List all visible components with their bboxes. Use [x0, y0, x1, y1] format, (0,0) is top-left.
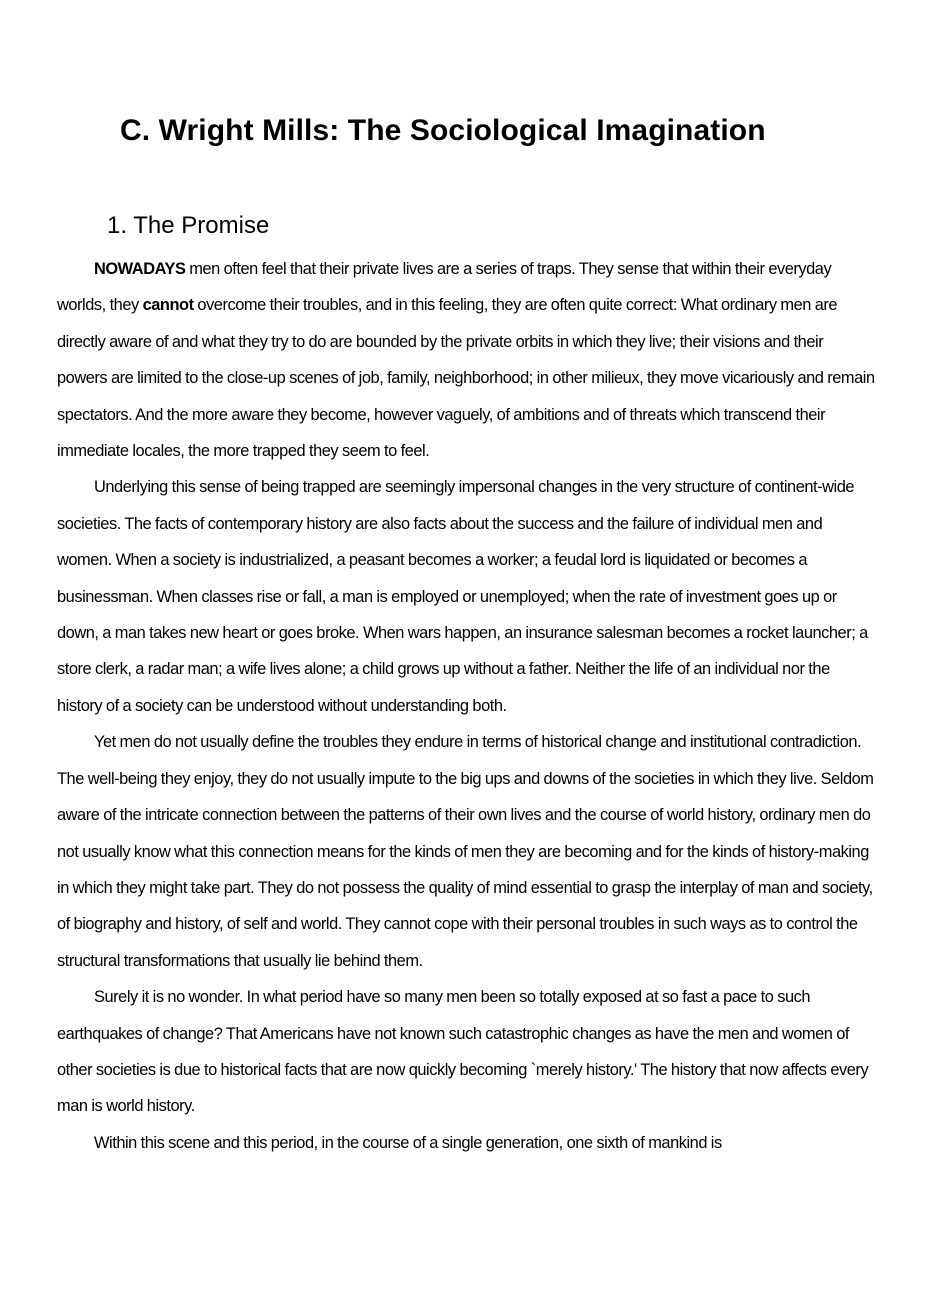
lead-word: NOWADAYS — [94, 260, 186, 278]
body-text — [57, 251, 875, 1161]
paragraph-text: men often feel that their private lives are a series of traps. They sense that within their everyday worlds, they — [57, 260, 832, 315]
document-title: C. Wright Mills: The Sociological Imagination — [120, 114, 766, 147]
paragraph-text: overcome their troubles, and in this feeling, they are often quite correct: What ordinary men are directly aware of and what they try to do are bounded by the private orbits in which they live; their visions and their powers are limited to the close-up scenes of job, family, neighborhood; in other milieux, they move vicariously and remain spectators. And the more aware they become, however vaguely, of ambitions and of threats which transcend their immediate locales, the more trapped they seem to feel. — [57, 296, 875, 461]
paragraph-5: Within this scene and this period, in the course of a single generation, one sixth of mankind is — [94, 1133, 722, 1152]
paragraph-2: Underlying this sense of being trapped are seemingly impersonal changes in the very structure of continent-wide societies. The facts of contemporary history are also facts about the success and the failure of individual men and women. When a society is industrialized, a peasant becomes a worker; a feudal lord is liquidated or becomes a businessman. When classes rise or fall, a man is employed or unemployed; when the rate of investment goes up or down, a man takes new heart or goes broke. When wars happen, an insurance salesman becomes a rocket launcher; a store clerk, a radar man; a wife lives alone; a child grows up without a father. Neither the life of an individual nor the history of a society can be understood without understanding both. — [57, 478, 868, 715]
paragraph-1 — [57, 251, 875, 469]
emphasis-word: cannot — [142, 296, 194, 315]
paragraph-4: Surely it is no wonder. In what period have so many men been so totally exposed at so fast a pace to such earthquakes of change? That Americans have not known such catastrophic changes as have the men and women of other societies is due to historical facts that are now quickly becoming `merely history.' The history that now affects every man is world history. — [57, 988, 869, 1116]
paragraph-3: Yet men do not usually define the troubles they endure in terms of historical change and institutional contradiction. The well-being they enjoy, they do not usually impute to the big ups and downs of the societies in which they live. Seldom aware of the intricate connection between the patterns of their own lives and the course of world history, ordinary men do not usually know what this connection means for the kinds of men they are becoming and for the kinds of history-making in which they might take part. They do not possess the quality of mind essential to grasp the interplay of man and society, of biography and history, of self and world. They cannot cope with their personal troubles in such ways as to control the structural transformations that usually lie behind them. — [57, 733, 874, 970]
section-heading: 1. The Promise — [107, 212, 270, 239]
